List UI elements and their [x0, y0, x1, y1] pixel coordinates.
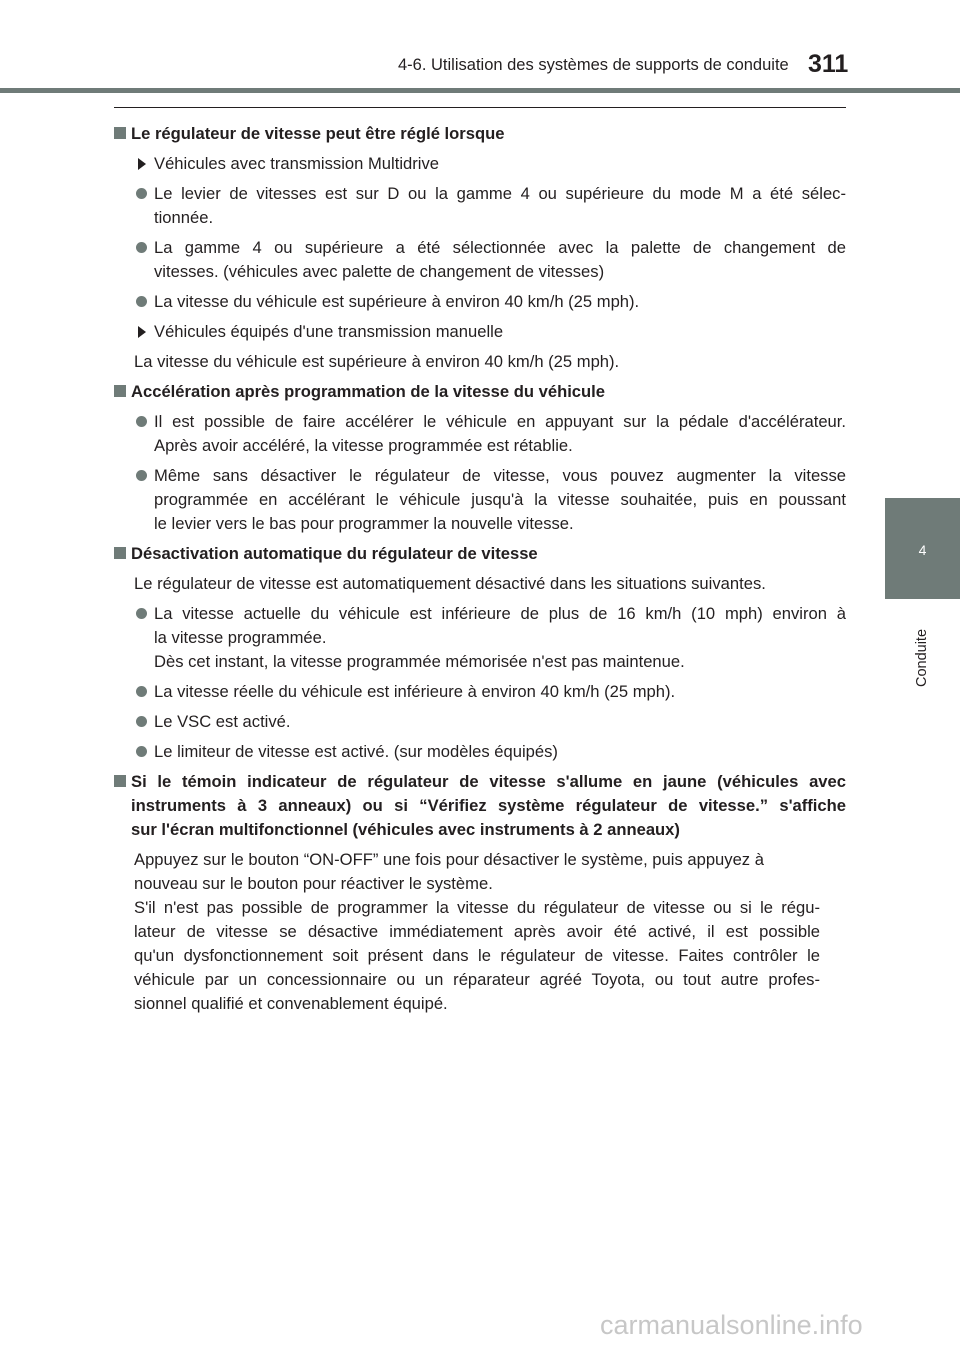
text-line: Il est possible de faire accélérer le véhicule en appuyant sur la pédale d'accélérateur. — [154, 412, 846, 431]
paragraph: Le régulateur de vitesse est automatiquement désactivé dans les situations suivantes. — [134, 574, 766, 593]
text-line: la vitesse programmée. — [154, 628, 327, 647]
text-line: Même sans désactiver le régulateur de vitesse, vous pouvez augmenter la vitesse — [154, 466, 846, 485]
chapter-label-text: Conduite — [914, 628, 930, 688]
bullet-item: Le limiteur de vitesse est activé. (sur modèles équipés) — [114, 740, 846, 764]
text-line: La vitesse actuelle du véhicule est inférieure de plus de 16 km/h (10 mph) environ à — [154, 604, 846, 623]
text-line: La gamme 4 ou supérieure a été sélectionnée avec la palette de changement de — [154, 238, 846, 257]
bullet-item: La vitesse réelle du véhicule est inférieure à environ 40 km/h (25 mph). — [114, 680, 846, 704]
watermark: carmanualsonline.info — [600, 1310, 863, 1340]
chapter-tab — [885, 498, 960, 599]
chapter-label — [912, 628, 932, 688]
text-line: véhicule par un concessionnaire ou un réparateur agréé Toyota, ou tout autre profes- — [134, 970, 820, 989]
text-line: Appuyez sur le bouton “ON-OFF” une fois pour désactiver le système, puis appuyez à — [134, 850, 764, 869]
section-warning-light — [114, 770, 846, 1016]
section-title: 4-6. Utilisation des systèmes de supports de conduite — [398, 56, 789, 74]
bullet-item: Le VSC est activé. — [114, 710, 846, 734]
main-content — [114, 122, 846, 1022]
section-setting-conditions — [114, 122, 846, 374]
section-heading: Accélération après programmation de la vitesse du véhicule — [114, 380, 846, 404]
text-line: instruments à 3 anneaux) ou si “Vérifiez système régulateur de vitesse.” s'affiche — [131, 796, 846, 815]
bullet-item — [114, 602, 846, 674]
text-line: sur l'écran multifonctionnel (véhicules avec instruments à 2 anneaux) — [131, 820, 680, 839]
section-acceleration — [114, 380, 846, 536]
text-line: Après avoir accéléré, la vitesse programmée est rétablie. — [154, 436, 573, 455]
text-line: le levier vers le bas pour programmer la nouvelle vitesse. — [154, 514, 574, 533]
paragraph: La vitesse du véhicule est supérieure à environ 40 km/h (25 mph). — [134, 352, 620, 371]
section-heading: Le régulateur de vitesse peut être réglé lorsque — [114, 122, 846, 146]
bullet-item — [114, 182, 846, 230]
text-line: lateur de vitesse se désactive immédiatement après avoir été activé, il est possible — [134, 922, 820, 941]
text-line: programmée en accélérant le véhicule jusqu'à la vitesse souhaitée, puis en poussant — [154, 490, 846, 509]
text-line: qu'un dysfonctionnement soit présent dans le régulateur de vitesse. Faites contrôler le — [134, 946, 820, 965]
text-line: Si le témoin indicateur de régulateur de vitesse s'allume en jaune (véhicules avec — [131, 772, 846, 791]
paragraph — [114, 848, 846, 1016]
sub-item-multidrive: Véhicules avec transmission Multidrive — [114, 152, 846, 176]
text-line: vitesses. (véhicules avec palette de changement de vitesses) — [154, 262, 605, 281]
bullet-item — [114, 410, 846, 458]
text-line: nouveau sur le bouton pour réactiver le système. — [134, 874, 493, 893]
text-line: sionnel qualifié et convenablement équipé. — [134, 994, 448, 1013]
bullet-item — [114, 464, 846, 536]
content-rule — [114, 107, 846, 108]
header-rule — [0, 88, 960, 93]
chapter-number: 4 — [918, 542, 927, 558]
text-line: S'il n'est pas possible de programmer la vitesse du régulateur de vitesse ou si le régu- — [134, 898, 820, 917]
sub-item-manual: Véhicules équipés d'une transmission manuelle — [114, 320, 846, 344]
bullet-item — [114, 236, 846, 284]
text-line: Dès cet instant, la vitesse programmée mémorisée n'est pas maintenue. — [154, 652, 685, 671]
section-auto-cancel — [114, 542, 846, 764]
text-line: tionnée. — [154, 208, 214, 227]
section-heading — [114, 770, 846, 842]
bullet-item: La vitesse du véhicule est supérieure à environ 40 km/h (25 mph). — [114, 290, 846, 314]
text-line: Le levier de vitesses est sur D ou la gamme 4 ou supérieure du mode M a été sélec- — [154, 184, 846, 203]
page-number: 311 — [808, 50, 849, 78]
section-heading: Désactivation automatique du régulateur de vitesse — [114, 542, 846, 566]
